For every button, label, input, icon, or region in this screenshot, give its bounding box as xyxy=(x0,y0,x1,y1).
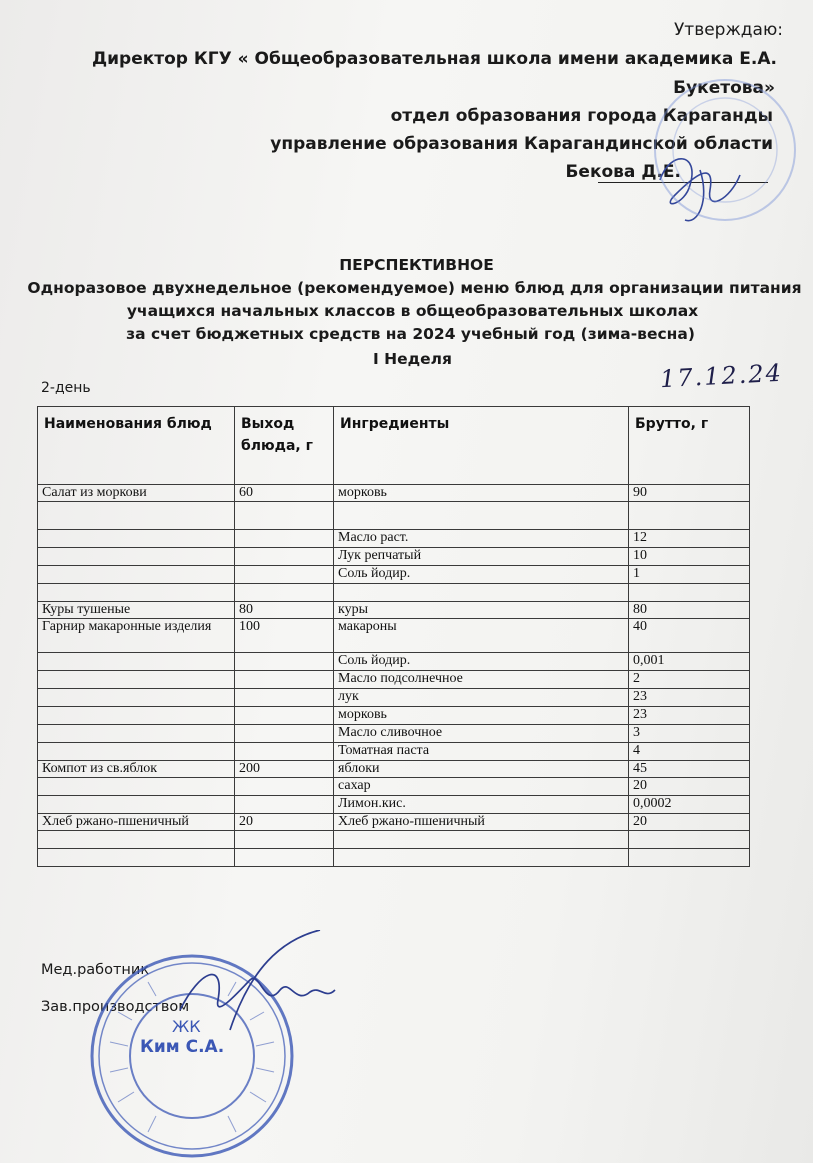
gross-cell: 3 xyxy=(629,725,750,743)
seal-name: Ким С.А. xyxy=(140,1037,225,1057)
yield-cell xyxy=(235,502,334,530)
ingredient-cell: Лимон.кис. xyxy=(334,796,629,814)
dish-name-cell: Салат из моркови xyxy=(38,485,235,502)
table-row xyxy=(38,814,750,831)
table-row xyxy=(38,485,750,502)
doc-title: ПЕРСПЕКТИВНОЕ xyxy=(339,256,494,274)
table-row xyxy=(38,530,750,548)
table-row xyxy=(38,602,750,619)
dish-name-cell: Гарнир макаронные изделия xyxy=(38,619,235,653)
table-row xyxy=(38,584,750,602)
gross-cell: 40 xyxy=(629,619,750,653)
gross-cell: 0,001 xyxy=(629,653,750,671)
department-line: отдел образования города Караганды xyxy=(390,106,773,126)
yield-cell: 60 xyxy=(235,485,334,502)
dish-name-cell xyxy=(38,689,235,707)
gross-cell: 0,0002 xyxy=(629,796,750,814)
table-row xyxy=(38,653,750,671)
seal-initials: ЖК xyxy=(172,1017,201,1036)
table-row xyxy=(38,689,750,707)
dish-name-cell xyxy=(38,566,235,584)
ingredient-cell xyxy=(334,849,629,867)
table-row xyxy=(38,796,750,814)
gross-cell: 2 xyxy=(629,671,750,689)
dish-name-cell xyxy=(38,778,235,796)
ingredient-cell xyxy=(334,831,629,849)
dish-name-cell: Компот из св.яблок xyxy=(38,761,235,778)
dish-name-cell: Хлеб ржано-пшеничный xyxy=(38,814,235,831)
yield-cell xyxy=(235,653,334,671)
gross-cell xyxy=(629,584,750,602)
signer-name: Бекова Д.Е. xyxy=(565,162,681,182)
ingredient-cell: Хлеб ржано-пшеничный xyxy=(334,814,629,831)
yield-cell xyxy=(235,671,334,689)
gross-cell: 20 xyxy=(629,814,750,831)
gross-cell: 45 xyxy=(629,761,750,778)
dish-name-cell xyxy=(38,530,235,548)
medic-label: Мед.работник xyxy=(41,962,150,978)
dish-name-cell xyxy=(38,849,235,867)
table-row xyxy=(38,566,750,584)
gross-cell: 1 xyxy=(629,566,750,584)
gross-cell xyxy=(629,831,750,849)
day-label: 2-день xyxy=(41,380,91,396)
gross-cell: 23 xyxy=(629,707,750,725)
yield-cell xyxy=(235,530,334,548)
dish-name-cell xyxy=(38,671,235,689)
header-yield: Выход блюда, г xyxy=(235,407,334,485)
dish-name-cell: Куры тушеные xyxy=(38,602,235,619)
gross-cell xyxy=(629,502,750,530)
yield-cell xyxy=(235,778,334,796)
dish-name-cell xyxy=(38,548,235,566)
yield-cell xyxy=(235,831,334,849)
table-row xyxy=(38,849,750,867)
ingredient-cell xyxy=(334,502,629,530)
yield-cell: 20 xyxy=(235,814,334,831)
ingredient-cell: Масло раст. xyxy=(334,530,629,548)
gross-cell: 4 xyxy=(629,743,750,761)
dish-name-cell xyxy=(38,725,235,743)
yield-cell: 200 xyxy=(235,761,334,778)
yield-cell xyxy=(235,849,334,867)
doc-subtitle-2: учащихся начальных классов в общеобразовательных школах xyxy=(126,302,699,320)
ingredient-cell: лук xyxy=(334,689,629,707)
yield-cell xyxy=(235,584,334,602)
ingredient-cell: морковь xyxy=(334,707,629,725)
director-line-2: Букетова» xyxy=(673,78,775,98)
table-row xyxy=(38,707,750,725)
yield-cell xyxy=(235,548,334,566)
ingredient-cell: Лук репчатый xyxy=(334,548,629,566)
ingredient-cell: яблоки xyxy=(334,761,629,778)
table-row xyxy=(38,831,750,849)
table-row xyxy=(38,548,750,566)
dish-name-cell xyxy=(38,743,235,761)
yield-cell xyxy=(235,743,334,761)
gross-cell: 23 xyxy=(629,689,750,707)
yield-cell xyxy=(235,566,334,584)
gross-cell: 90 xyxy=(629,485,750,502)
gross-cell: 12 xyxy=(629,530,750,548)
dish-name-cell xyxy=(38,502,235,530)
header-gross: Брутто, г xyxy=(629,407,750,485)
gross-cell: 80 xyxy=(629,602,750,619)
yield-cell xyxy=(235,725,334,743)
ingredient-cell: куры xyxy=(334,602,629,619)
ingredient-cell: Соль йодир. xyxy=(334,566,629,584)
table-row xyxy=(38,725,750,743)
dish-name-cell xyxy=(38,796,235,814)
administration-line: управление образования Карагандинской области xyxy=(270,134,773,154)
table-row xyxy=(38,778,750,796)
director-line: Директор КГУ « Общеобразовательная школа имени академика Е.А. xyxy=(91,49,777,69)
table-row xyxy=(38,671,750,689)
yield-cell: 100 xyxy=(235,619,334,653)
gross-cell: 20 xyxy=(629,778,750,796)
dish-name-cell xyxy=(38,584,235,602)
ingredient-cell: сахар xyxy=(334,778,629,796)
table-row xyxy=(38,502,750,530)
dish-name-cell xyxy=(38,707,235,725)
yield-cell: 80 xyxy=(235,602,334,619)
production-label: Зав.производством xyxy=(41,999,190,1015)
table-row xyxy=(38,619,750,653)
dish-name-cell xyxy=(38,653,235,671)
doc-subtitle-3: за счет бюджетных средств на 2024 учебный год (зима-весна) xyxy=(126,325,695,343)
doc-subtitle-1: Одноразовое двухнедельное (рекомендуемое) меню блюд для организации питания xyxy=(27,279,802,297)
manager-signature-icon xyxy=(170,930,340,1040)
ingredient-cell: Соль йодир. xyxy=(334,653,629,671)
handwritten-date: 17.12.24 xyxy=(659,358,784,394)
approve-label: Утверждаю: xyxy=(673,20,783,40)
ingredient-cell: макароны xyxy=(334,619,629,653)
table-header-row xyxy=(38,407,750,485)
week-label: I Неделя xyxy=(373,350,452,368)
gross-cell: 10 xyxy=(629,548,750,566)
dish-name-cell xyxy=(38,831,235,849)
ingredient-cell: Масло сливочное xyxy=(334,725,629,743)
menu-table-body xyxy=(38,485,750,867)
table-row xyxy=(38,761,750,778)
ingredient-cell: морковь xyxy=(334,485,629,502)
menu-table xyxy=(37,406,750,867)
gross-cell xyxy=(629,849,750,867)
ingredient-cell: Масло подсолнечное xyxy=(334,671,629,689)
header-dish-name: Наименования блюд xyxy=(38,407,235,485)
approval-stamp-icon xyxy=(640,60,800,230)
yield-cell xyxy=(235,689,334,707)
ingredient-cell: Томатная паста xyxy=(334,743,629,761)
table-row xyxy=(38,743,750,761)
header-ingredients: Ингредиенты xyxy=(334,407,629,485)
ingredient-cell xyxy=(334,584,629,602)
yield-cell xyxy=(235,707,334,725)
yield-cell xyxy=(235,796,334,814)
